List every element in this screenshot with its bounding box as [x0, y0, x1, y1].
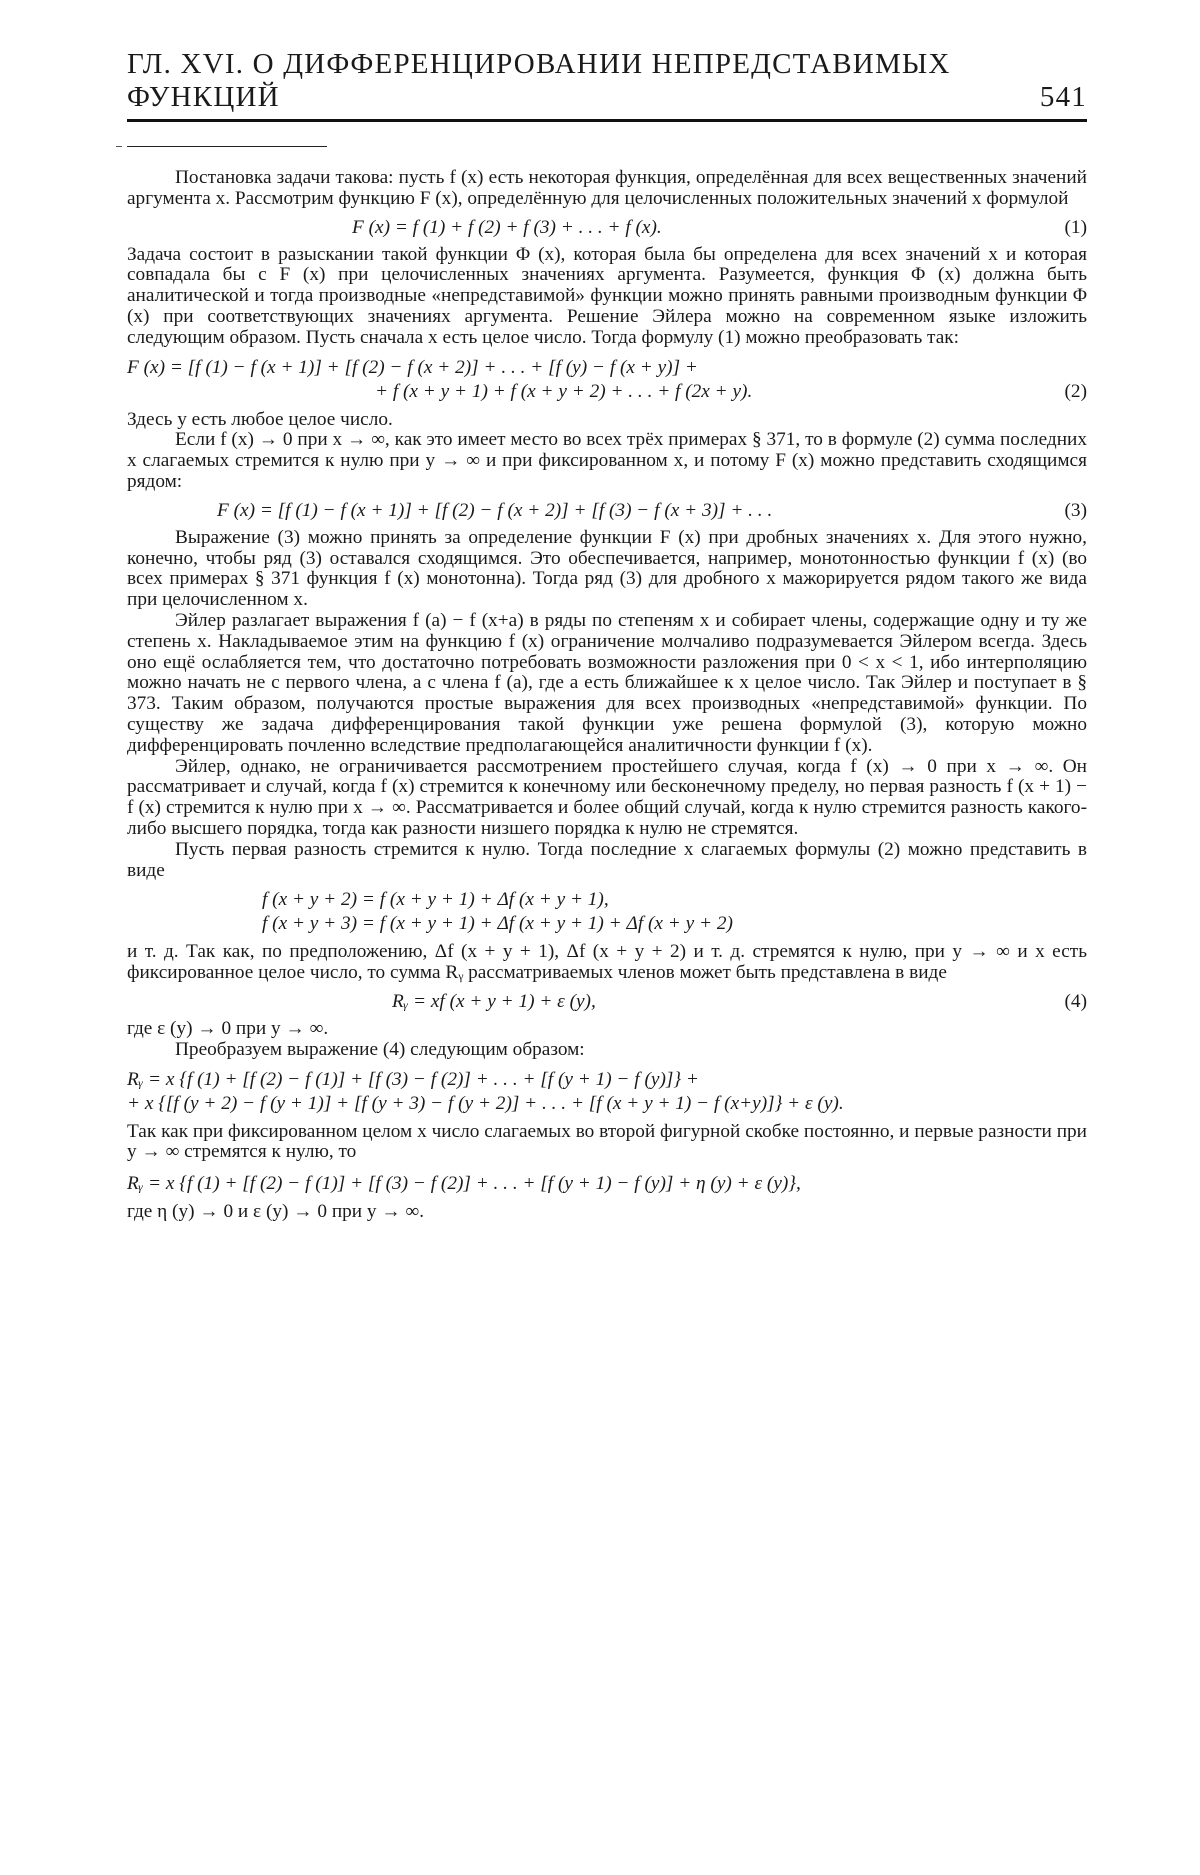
page-number: 541 — [1040, 81, 1087, 114]
formula-2-number: (2) — [1065, 381, 1087, 402]
paragraph-7: Эйлер, однако, не ограничивается рассмотрением простейшего случая, когда f (x) → 0 при x → ∞. Он рассматривает и случай, когда f (x) стремится к конечному или бесконечному пределу, но первая разность f (x + 1) − f (x) стремится к нулю при x → ∞. Рассматривается и более общий случай, когда к нулю стремится разность какого-либо высшего порядка, тогда как разности низшего порядка к нулю не стремятся. — [127, 757, 1087, 840]
formula-5 — [127, 991, 1087, 1012]
running-header — [127, 74, 1087, 114]
paragraph-5: Выражение (3) можно принять за определение функции F (x) при дробных значениях x. Для этого нужно, конечно, чтобы ряд (3) оставался сходящимся. Это обеспечивается, например, монотонностью функции f (x) (во всех примерах § 371 функция f (x) монотонна). Тогда ряд (3) для дробного x мажорируется рядом такого же вида при целочисленном x. — [127, 528, 1087, 611]
formula-2-line-1 — [127, 357, 1087, 378]
body-text — [127, 168, 1087, 1223]
paragraph-10: где ε (y) → 0 при y → ∞. — [127, 1019, 1087, 1040]
formula-2a-expr: F (x) = [f (1) − f (x + 1)] + [f (2) − f (x + 2)] + . . . + [f (y) − f (x + y)] + — [127, 357, 698, 378]
formula-6-line-1 — [127, 1069, 1087, 1090]
formula-4a-expr: f (x + y + 2) = f (x + y + 1) + Δf (x + y + 1), — [262, 889, 609, 910]
formula-6a-expr: Rᵧ = x {f (1) + [f (2) − f (1)] + [f (3) − f (2)] + . . . + [f (y + 1) − f (y)]} + — [127, 1069, 699, 1090]
paragraph-4: Если f (x) → 0 при x → ∞, как это имеет место во всех трёх примерах § 371, то в формуле (2) сумма последних x слагаемых стремится к нулю при y → ∞ и при фиксированном x, и потому F (x) можно представить сходящимся рядом: — [127, 430, 1087, 492]
formula-2b-expr: + f (x + y + 1) + f (x + y + 2) + . . . + f (2x + y). — [375, 381, 752, 402]
paragraph-1: Постановка задачи такова: пусть f (x) есть некоторая функция, определённая для всех вещественных значений аргумента x. Рассмотрим функцию F (x), определённую для целочисленных положительных значений x формулой — [127, 168, 1087, 210]
paragraph-3: Здесь y есть любое целое число. — [127, 410, 1087, 431]
formula-5-expr: Rᵧ = xf (x + y + 1) + ε (y), — [392, 991, 596, 1012]
formula-3 — [127, 500, 1087, 521]
formula-2-line-2 — [127, 381, 1087, 402]
formula-7-expr: Rᵧ = x {f (1) + [f (2) − f (1)] + [f (3) − f (2)] + . . . + [f (y + 1) − f (y)] + η (y) + ε (y)}, — [127, 1173, 801, 1194]
formula-1 — [127, 217, 1087, 238]
paragraph-13: где η (y) → 0 и ε (y) → 0 при y → ∞. — [127, 1202, 1087, 1223]
formula-1-number: (1) — [1065, 217, 1087, 238]
formula-4-line-2 — [127, 913, 1087, 934]
paragraph-9: и т. д. Так как, по предположению, Δf (x + y + 1), Δf (x + y + 2) и т. д. стремятся к нулю, при y → ∞ и x есть фиксированное целое число, то сумма Rᵧ рассматриваемых членов может быть представлена в виде — [127, 942, 1087, 984]
paragraph-2: Задача состоит в разыскании такой функции Φ (x), которая была бы определена для всех значений x и которая совпадала бы с F (x) при целочисленных значениях аргумента. Разумеется, функция Φ (x) должна быть аналитической и тогда производные «непредставимой» функции можно принять равными производным функции Φ (x) при соответствующих значениях аргумента. Решение Эйлера можно на современном языке изложить следующим образом. Пусть сначала x есть целое число. Тогда формулу (1) можно преобразовать так: — [127, 245, 1087, 349]
formula-4b-expr: f (x + y + 3) = f (x + y + 1) + Δf (x + y + 1) + Δf (x + y + 2) — [262, 913, 733, 934]
paragraph-11: Преобразуем выражение (4) следующим образом: — [127, 1040, 1087, 1061]
formula-6-line-2 — [127, 1093, 1087, 1114]
header-rule — [127, 119, 1087, 122]
section-rule — [127, 146, 327, 147]
paragraph-6: Эйлер разлагает выражения f (a) − f (x+a) в ряды по степеням x и собирает члены, содержащие одну и ту же степень x. Накладываемое этим на функцию f (x) ограничение молчаливо подразумевается Эйлером всегда. Здесь оно ещё ослабляется тем, что достаточно потребовать возможности разложения при 0 < x < 1, ибо интерполяцию можно начать не с первого члена, а с члена f (a), где a есть ближайшее к x целое число. Так Эйлер и поступает в § 373. Таким образом, получаются простые выражения для всех производных «непредставимой» функции. По существу же задача дифференцирования такой функции уже решена формулой (3), которую можно дифференцировать почленно вследствие предполагающейся аналитичности функции f (x). — [127, 611, 1087, 757]
short-dash — [116, 146, 122, 147]
paragraph-12: Так как при фиксированном целом x число слагаемых во второй фигурной скобке постоянно, и первые разности при y → ∞ стремятся к нулю, то — [127, 1122, 1087, 1164]
formula-5-number: (4) — [1065, 991, 1087, 1012]
formula-3-expr: F (x) = [f (1) − f (x + 1)] + [f (2) − f (x + 2)] + [f (3) − f (x + 3)] + . . . — [217, 500, 772, 521]
formula-3-number: (3) — [1065, 500, 1087, 521]
header-title: ГЛ. XVI. О ДИФФЕРЕНЦИРОВАНИИ НЕПРЕДСТАВИМЫХ ФУНКЦИЙ — [127, 48, 1040, 114]
formula-6b-expr: + x {[f (y + 2) − f (y + 1)] + [f (y + 3) − f (y + 2)] + . . . + [f (x + y + 1) − f (x+y)]} + ε (y). — [127, 1093, 844, 1114]
page — [0, 0, 1200, 1875]
formula-4-line-1 — [127, 889, 1087, 910]
formula-1-expr: F (x) = f (1) + f (2) + f (3) + . . . + f (x). — [352, 217, 662, 238]
formula-7 — [127, 1173, 1087, 1194]
paragraph-8: Пусть первая разность стремится к нулю. Тогда последние x слагаемых формулы (2) можно представить в виде — [127, 840, 1087, 882]
